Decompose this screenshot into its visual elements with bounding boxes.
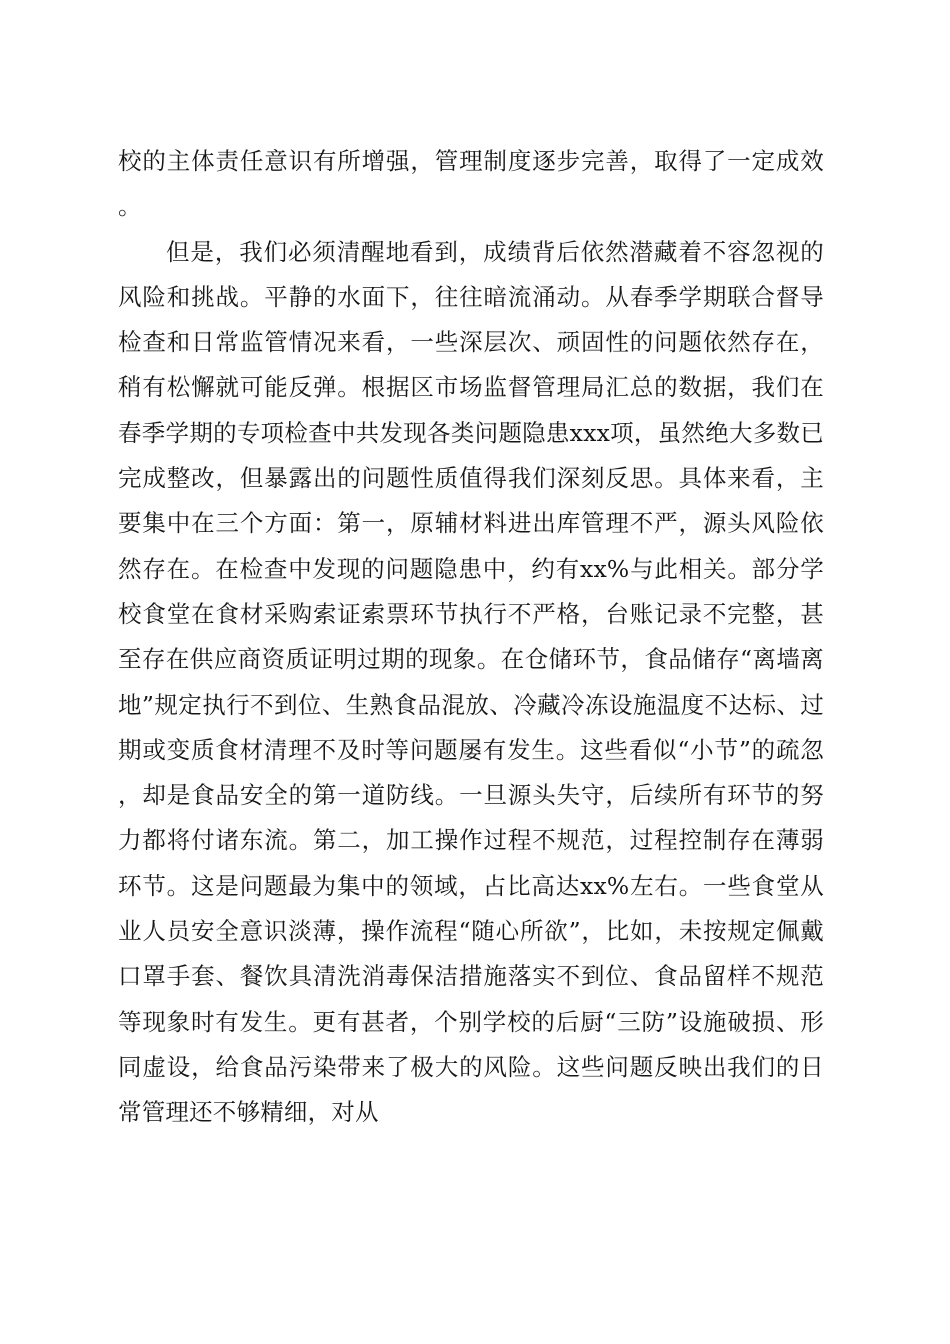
body-text	[118, 139, 824, 1136]
paragraph-continuation: 校的主体责任意识有所增强，管理制度逐步完善，取得了一定成效。	[118, 147, 824, 221]
paragraph-risks-and-challenges: 但是，我们必须清醒地看到，成绩背后依然潜藏着不容忽视的风险和挑战。平静的水面下，往往暗流涌动。从春季学期联合督导检查和日常监管情况来看，一些深层次、顽固性的问题依然存在，稍有松懈就可能反弹。根据区市场监督管理局汇总的数据，我们在春季学期的专项检查中共发现各类问题隐患xxx项，虽然绝大多数已完成整改，但暴露出的问题性质值得我们深刻反思。具体来看，主要集中在三个方面：第一，原辅材料进出库管理不严，源头风险依然存在。在检查中发现的问题隐患中，约有xx%与此相关。部分学校食堂在食材采购索证索票环节执行不严格，台账记录不完整，甚至存在供应商资质证明过期的现象。在仓储环节，食品储存“离墙离地”规定执行不到位、生熟食品混放、冷藏冷冻设施温度不达标、过期或变质食材清理不及时等问题屡有发生。这些看似“小节”的疏忽，却是食品安全的第一道防线。一旦源头失守，后续所有环节的努力都将付诸东流。第二，加工操作过程不规范，过程控制存在薄弱环节。这是问题最为集中的领域，占比高达xx%左右。一些食堂从业人员安全意识淡薄，操作流程“随心所欲”，比如，未按规定佩戴口罩手套、餐饮具清洗消毒保洁措施落实不到位、食品留样不规范等现象时有发生。更有甚者，个别学校的后厨“三防”设施破损、形同虚设，给食品污染带来了极大的风险。这些问题反映出我们的日常管理还不够精细，对从	[118, 237, 824, 1127]
